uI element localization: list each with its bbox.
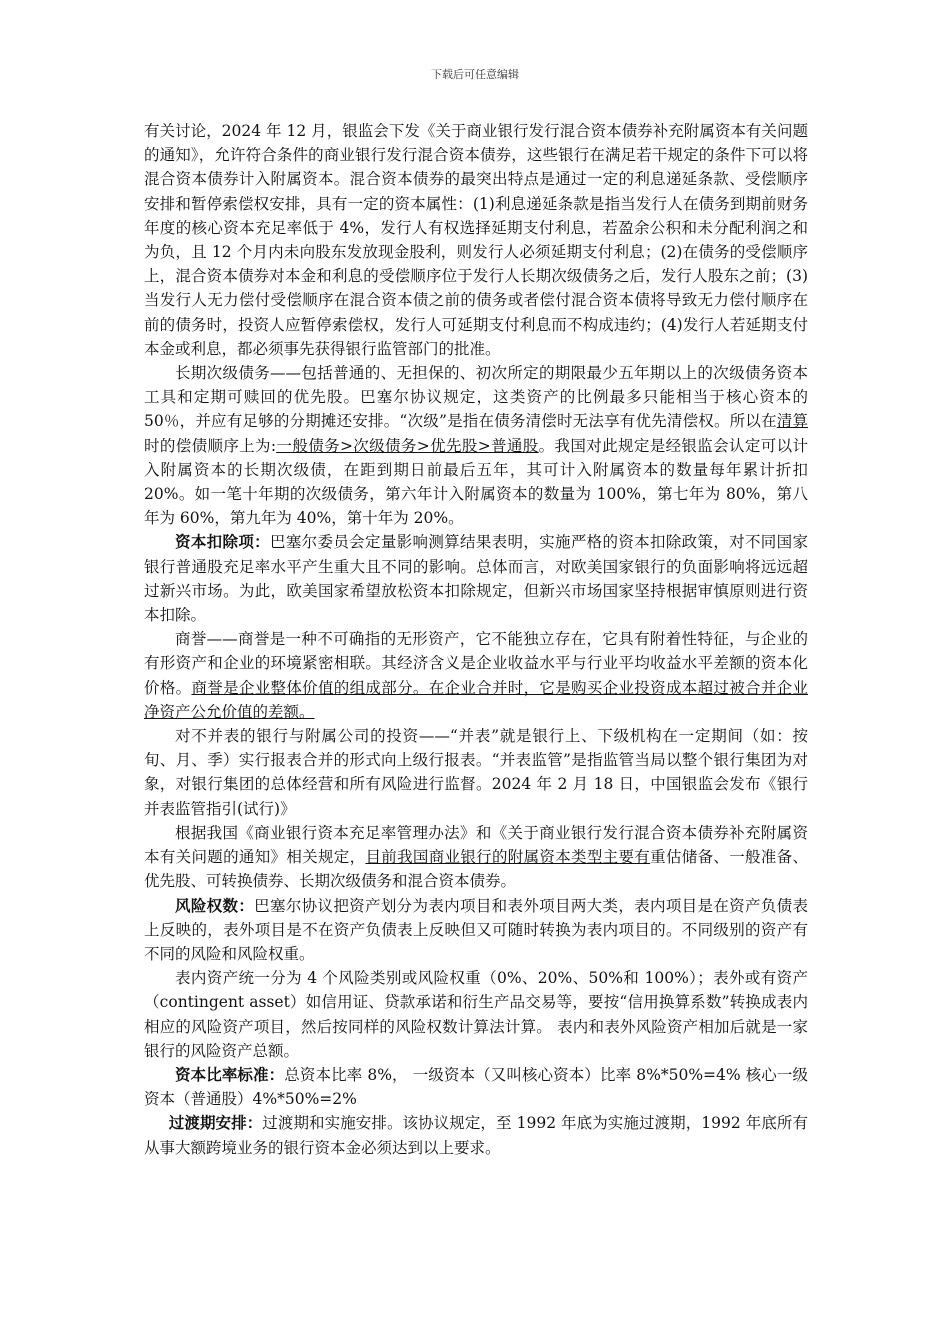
repayment-order-text: 时的偿债顺序上为:: [144, 436, 277, 455]
repayment-order-link[interactable]: 一般债务>次级债务>优先股>普通股: [276, 436, 539, 455]
goodwill-underlined-text: 商誉是企业整体价值的组成部分。在企业合并时，它是购买企业投资成本超过被合并企业净资产公允价值的差额。: [144, 678, 808, 721]
capital-deductions-heading: 资本扣除项：: [175, 532, 270, 552]
paragraph-capital-ratio: [144, 1063, 808, 1111]
capital-ratio-heading: 资本比率标准：: [175, 1064, 285, 1084]
paragraph-hybrid-capital-bonds: 有关讨论，2024 年 12 月，银监会下发《关于商业银行发行混合资本债券补充附属资本有关问题的通知》，允许符合条件的商业银行发行混合资本债券，这些银行在满足若干规定的条件下可以将混合资本债券计入附属资本。混合资本债券的最突出特点是通过一定的利息递延条款、受偿顺序安排和暂停索偿权安排，具有一定的资本属性：(1)利息递延条款是指当发行人在债务到期前财务年度的核心资本充足率低于 4%，发行人有权选择延期支付利息，若盈余公积和未分配利润之和为负，且 12 个月内未向股东发放现金股利，则发行人必须延期支付利息；(2)在债务的受偿顺序上，混合资本债券对本金和利息的受偿顺序位于发行人长期次级债务之后，发行人股东之前；(3)当发行人无力偿付受偿顺序在混合资本债之前的债务或者偿付混合资本债将导致无力偿付顺序在前的债务时，投资人应暂停索偿权，发行人可延期支付利息而不构成违约；(4)发行人若延期支付本金或利息，都必须事先获得银行监管部门的批准。: [144, 122, 808, 358]
subordinated-debt-text: 长期次级债务——包括普通的、无担保的、初次所定的期限最少五年期以上的次级债务资本工具和定期可赎回的优先股。巴塞尔协议规定，这类资产的比例最多只能相当于核心资本的 50％，并应有足够的分期摊还安排。“次级”是指在债务清偿时无法享有优先清偿权。所以在: [144, 364, 808, 431]
risk-weights-heading: 风险权数：: [175, 895, 255, 915]
document-body: [144, 119, 808, 1160]
transition-heading: 过渡期安排：: [168, 1113, 263, 1133]
transition-text: 过渡期和实施安排。该协议规定，至 1992 年底为实施过渡期，1992 年底所有从事大额跨境业务的银行资本金必须达到以上要求。: [144, 1114, 808, 1157]
risk-weights-text: 巴塞尔协议把资产划分为表内项目和表外项目两大类，表内项目是在资产负债表上反映的，表外项目是不在资产负债表上反映但又可随时转换为表内项目的。不同级别的资产有不同的风险和风险权重。: [144, 896, 808, 963]
capital-ratio-text: 总资本比率 8%， 一级资本（又叫核心资本）比率 8%*50%=4% 核心一级资本（普通股）4%*50%=2%: [144, 1065, 808, 1109]
supplementary-capital-text: 根据我国《商业银行资本充足率管理办法》和《关于商业银行发行混合资本债券补充附属资本有关问题的通知》相关规定，: [144, 823, 808, 867]
goodwill-text: 商誉——商誉是一种不可确指的无形资产，它不能独立存在，它具有附着性特征，与企业的有形资产和企业的环境紧密相联。其经济含义是企业收益水平与行业平均收益水平差额的资本化价格。: [144, 630, 808, 697]
supplementary-capital-underlined: 目前我国商业银行的附属资本类型主要有: [365, 848, 651, 867]
page-header: 下载后可任意编辑: [431, 68, 519, 81]
liquidation-link[interactable]: 清算: [776, 412, 808, 431]
paragraph-consolidation: 对不并表的银行与附属公司的投资——“并表”就是银行上、下级机构在一定期间（如：按旬、月、季）实行报表合并的形式向上级行报表。“并表监管”是指监管当局以整个银行集团为对象，对银行集团的总体经营和所有风险进行监督。2024 年 2 月 18 日，中国银监会发布《银行并表监管指引(试行)》: [144, 727, 808, 818]
supplementary-capital-list: 重估储备、一般准备、优先股、可转换债券、长期次级债务和混合资本债券。: [144, 848, 808, 891]
paragraph-risk-weights: [144, 894, 808, 967]
capital-deductions-text: 巴塞尔委员会定量影响测算结果表明，实施严格的资本扣除政策，对不同国家银行普通股充足率水平产生重大且不同的影响。总体而言，对欧美国家银行的负面影响将远远超过新兴市场。为此，欧美国家希望放松资本扣除规定，但新兴市场国家坚持根据审慎原则进行资本扣除。: [144, 533, 808, 625]
paragraph-on-balance-assets: 表内资产统一分为 4 个风险类别或风险权重（0%、20%、50%和 100%）；表外或有资产（contingent asset）如信用证、贷款承诺和衍生产品交易等，要按“信用换算系数”转换成表内相应的风险资产项目，然后按同样的风险权数计算法计算。 表内和表外风险资产相加后就是一家银行的风险资产总额。: [144, 969, 808, 1060]
paragraph-transition: [144, 1111, 808, 1159]
paragraph-subordinated-debt: [144, 361, 808, 530]
paragraph-supplementary-capital: [144, 821, 808, 894]
subordinated-debt-rule-text: 。我国对此规定是经银监会认定可以计入附属资本的长期次级债，在距到期日前最后五年，其可计入附属资本的数量每年累计折扣 20%。如一笔十年期的次级债务，第六年计入附属资本的数量为 100%，第七年为 80%，第八年为 60%，第九年为 40%，第十年为 20%。: [144, 436, 808, 528]
paragraph-capital-deductions: [144, 530, 808, 627]
paragraph-goodwill: [144, 627, 808, 724]
